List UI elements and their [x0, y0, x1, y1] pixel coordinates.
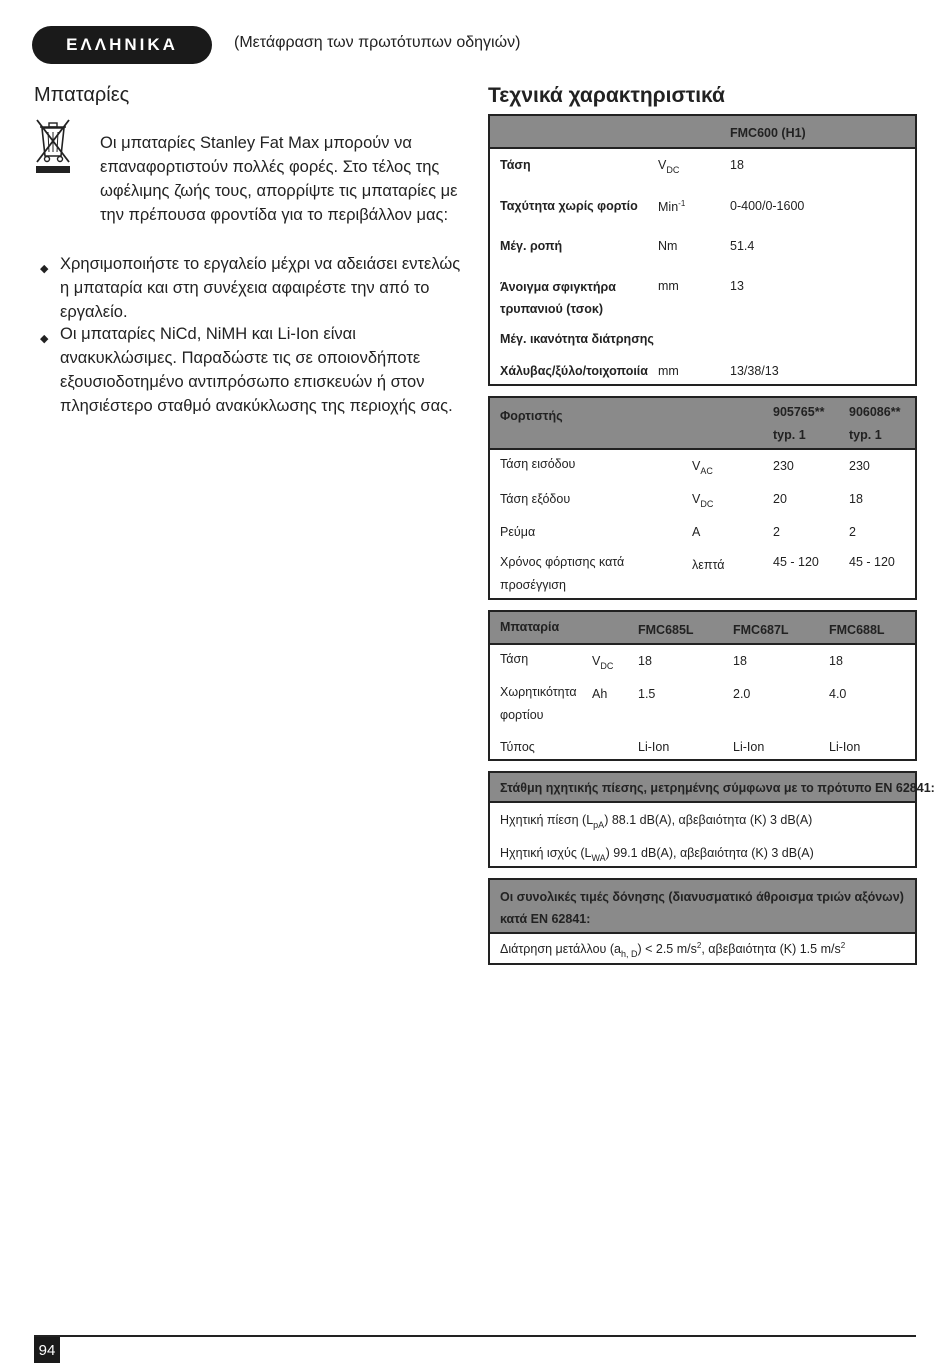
row-label: Τάση εισόδου — [500, 457, 576, 471]
row-label: Τάση — [500, 158, 531, 172]
row-value: 13/38/13 — [730, 364, 779, 378]
battery-model: FMC688L — [829, 623, 885, 637]
translation-note: (Μετάφραση των πρωτότυπων οδηγιών) — [234, 34, 521, 51]
row-value: 18 — [638, 654, 652, 668]
battery-title: Μπαταρία — [500, 620, 560, 634]
battery-model: FMC685L — [638, 623, 694, 637]
diamond-bullet-icon: ◆ — [40, 263, 49, 275]
noise-title: Στάθμη ηχητικής πίεσης, μετρημένης σύμφωνα με το πρότυπο EN 62841: — [500, 781, 935, 795]
list-item — [40, 322, 470, 418]
noise-table — [488, 771, 935, 868]
table-header — [490, 880, 915, 934]
row-value: 0-400/0-1600 — [730, 199, 805, 213]
row-value: 20 — [773, 492, 787, 506]
table-header — [490, 116, 915, 149]
charger-type: typ. 1 — [773, 428, 806, 442]
charger-title: Φορτιστής — [500, 409, 563, 423]
row-value: 2 — [773, 525, 780, 539]
diamond-bullet-icon: ◆ — [40, 333, 49, 345]
footer-rule — [34, 1335, 916, 1337]
batteries-heading: Μπαταρίες — [34, 84, 130, 106]
row-value: Li-Ion — [829, 740, 861, 754]
charger-spec-table — [488, 396, 917, 600]
vibration-drilling-metal: Διάτρηση μετάλλου $(a_{h, D}) < 2.5$ $m/s^2$, αβεβαιότητα (K) 1.5 $m/s^2$ — [500, 941, 846, 959]
row-value: 18 — [730, 158, 744, 172]
row-unit: mm — [658, 364, 679, 378]
row-label: Χωρητικότητα φορτίου — [500, 685, 577, 722]
row-unit: Ah — [592, 687, 608, 701]
vibration-title: Οι συνολικές τιμές δόνησης (διανυσματικό άθροισμα τριών αξόνων) κατά EN 62841: — [500, 890, 904, 926]
row-value: 2.0 — [733, 687, 751, 701]
row-value: Li-Ion — [733, 740, 765, 754]
row-unit: mm — [658, 279, 679, 293]
row-unit: $V_{DC}$ — [692, 492, 714, 509]
charger-model: 906086** — [849, 405, 901, 419]
row-label: Τάση — [500, 652, 529, 666]
tool-model: FMC600 (H1) — [730, 126, 806, 140]
specs-heading: Τεχνικά χαρακτηριστικά — [488, 84, 725, 107]
row-label: Άνοιγμα σφιγκτήρα τρυπανιού (τσοκ) — [500, 280, 616, 316]
row-label: Μέγ. ικανότητα διάτρησης — [500, 332, 654, 346]
battery-spec-table — [488, 610, 917, 761]
row-unit: $V_{DC}$ — [592, 654, 614, 671]
language-badge: ΕΛΛΗΝΙΚΑ — [32, 26, 212, 64]
sound-pressure: Ηχητική πίεση $(L_{pA})$ 88.1 dB(A), αβεβαιότητα (K) 3 dB(A) — [500, 813, 813, 830]
row-label: Τύπος — [500, 740, 535, 754]
tool-spec-table — [488, 114, 917, 386]
row-unit: A — [692, 525, 701, 539]
row-value: 18 — [829, 654, 843, 668]
list-item-text: Οι μπαταρίες NiCd, NiMH και Li-Ion είναι ανακυκλώσιμες. Παραδώστε τις σε οποιονδήποτε εξουσιοδοτημένο αντιπρόσωπο επισκευών ή στον πλησιέστερο σταθμό ανακύκλωσης της περιοχής σας. — [60, 325, 453, 415]
row-value: 51.4 — [730, 239, 755, 253]
row-label: Χρόνος φόρτισης κατά προσέγγιση — [500, 555, 625, 592]
battery-model: FMC687L — [733, 623, 789, 637]
row-unit: Min$^{-1}$ — [658, 199, 686, 214]
row-value: 4.0 — [829, 687, 847, 701]
row-value: 1.5 — [638, 687, 656, 701]
table-header — [490, 612, 915, 645]
batteries-paragraph: Οι μπαταρίες Stanley Fat Max μπορούν να επαναφορτιστούν πολλές φορές. Στο τέλος της ωφέλιμης ζωής τους, απορρίψτε τις μπαταρίες με την πρέπουσα φροντίδα για το περιβάλλον μας: — [100, 134, 458, 224]
list-item-text: Χρησιμοποιήστε το εργαλείο μέχρι να αδειάσει εντελώς η μπαταρία και στη συνέχεια αφαιρέστε την από το εργαλείο. — [60, 255, 461, 321]
row-value: 18 — [849, 492, 863, 506]
sound-power: Ηχητική ισχύς $(L_{WA})$ 99.1 dB(A), αβεβαιότητα (K) 3 dB(A) — [500, 846, 814, 863]
row-unit: $V_{AC}$ — [692, 459, 713, 476]
page-number: 94 — [34, 1337, 60, 1363]
crossed-out-wheelie-bin-icon — [34, 116, 72, 176]
row-unit: Nm — [658, 239, 678, 253]
row-label: Τάση εξόδου — [500, 492, 571, 506]
vibration-table — [488, 878, 917, 965]
row-unit: λεπτά — [692, 558, 725, 572]
charger-type: typ. 1 — [849, 428, 882, 442]
row-value: 230 — [849, 459, 870, 473]
row-value: 45 - 120 — [773, 555, 819, 569]
row-label: Χάλυβας/ξύλο/τοιχοποιία — [500, 364, 648, 378]
table-header — [490, 398, 915, 450]
row-value: Li-Ion — [638, 740, 670, 754]
table-header — [490, 773, 935, 803]
row-value: 18 — [733, 654, 747, 668]
row-label: Ρεύμα — [500, 525, 536, 539]
row-value: 2 — [849, 525, 856, 539]
row-label: Ταχύτητα χωρίς φορτίο — [500, 199, 638, 213]
charger-model: 905765** — [773, 405, 825, 419]
row-unit: $V_{DC}$ — [658, 158, 680, 175]
row-value: 45 - 120 — [849, 555, 895, 569]
list-item — [40, 252, 470, 324]
row-value: 230 — [773, 459, 794, 473]
row-label: Μέγ. ροπή — [500, 239, 563, 253]
row-value: 13 — [730, 279, 744, 293]
